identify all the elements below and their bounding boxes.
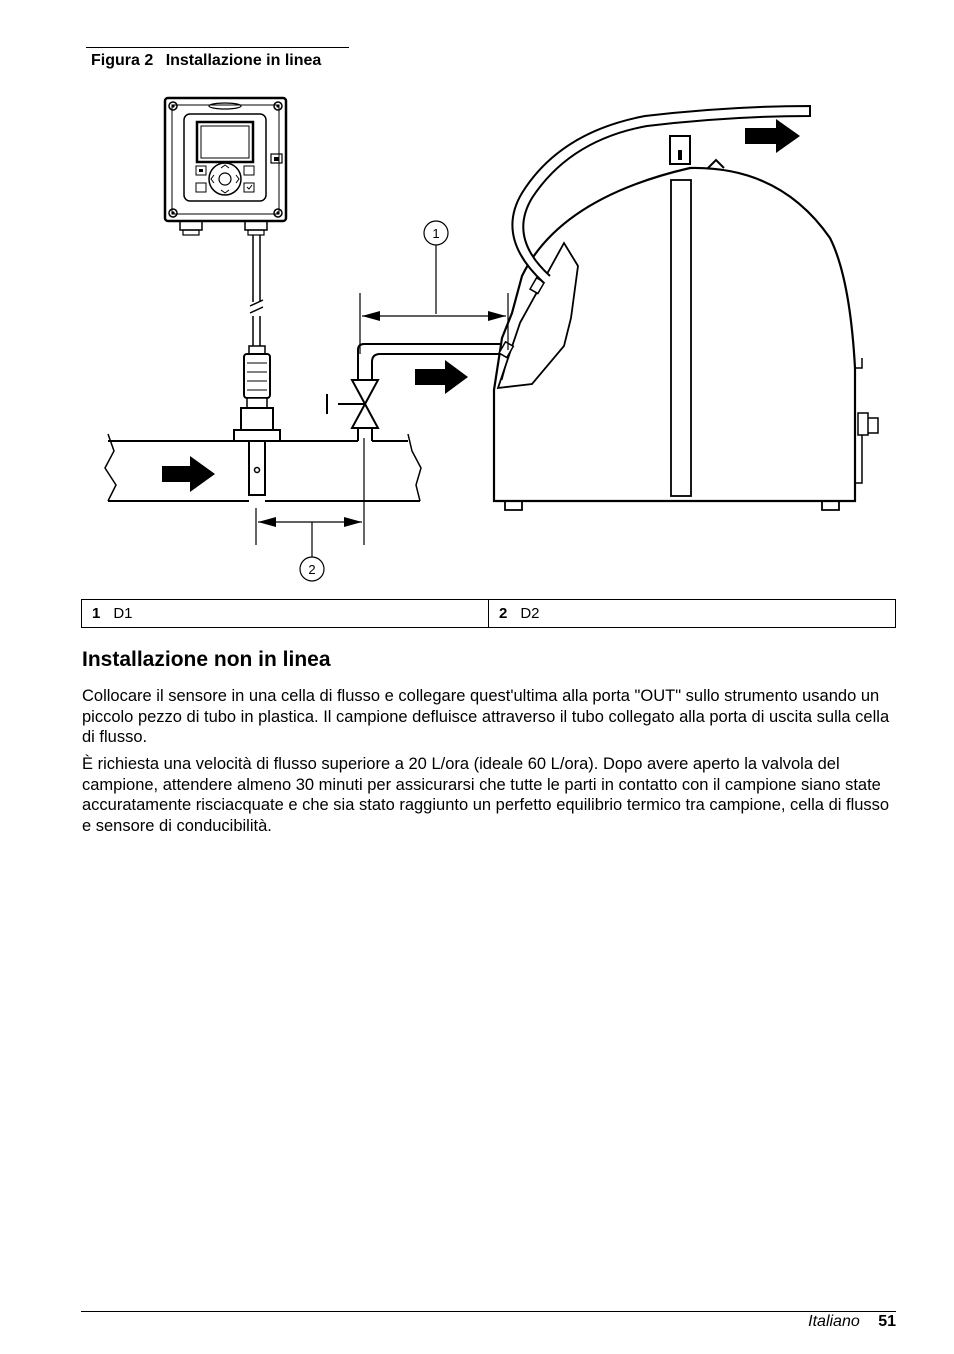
figure-legend (81, 599, 896, 628)
page-footer (808, 1313, 896, 1331)
callout-1-label: 1 (432, 226, 440, 241)
footer-rule (81, 1311, 896, 1312)
page-number: 51 (878, 1313, 896, 1330)
legend-item (488, 600, 895, 627)
legend-number: 1 (92, 605, 101, 622)
figure-label: Figura 2 (91, 52, 154, 69)
sample-valve (327, 344, 500, 441)
legend-item (82, 600, 488, 627)
callout-2-label: 2 (308, 562, 316, 577)
analyzer-instrument (494, 106, 878, 510)
figure-title: Installazione in linea (165, 52, 322, 69)
body-paragraph: Collocare il sensore in una cella di flusso e collegare quest'ultima alla porta "OUT" sullo strumento usando un piccolo pezzo di tubo in plastica. Il campione defluisce attraverso il tubo collegato alla porta di uscita sulla cella di flusso. (82, 687, 890, 746)
installation-diagram (90, 88, 890, 588)
body-paragraph: È richiesta una velocità di flusso superiore a 20 L/ora (ideale 60 L/ora). Dopo avere aperto la valvola del campione, attendere almeno 30 minuti per assicurarsi che tutte le parti in contatto con il campione siano state accuratamente risciacquate e che sia stato raggiunto un perfetto equilibrio termico tra campione, cella di flusso e sensore di conducibilità. (82, 755, 890, 835)
section-heading: Installazione non in linea (82, 648, 331, 671)
conductivity-sensor (234, 346, 280, 495)
figure-caption-rule (86, 47, 349, 48)
legend-number: 2 (499, 605, 508, 622)
sensor-cable (250, 235, 263, 346)
footer-language: Italiano (808, 1313, 860, 1330)
controller-unit (165, 98, 286, 235)
dimension-d1 (360, 221, 508, 354)
dimension-d2 (256, 438, 364, 581)
figure-caption (91, 52, 321, 70)
legend-text: D1 (113, 605, 133, 622)
legend-text: D2 (520, 605, 540, 622)
